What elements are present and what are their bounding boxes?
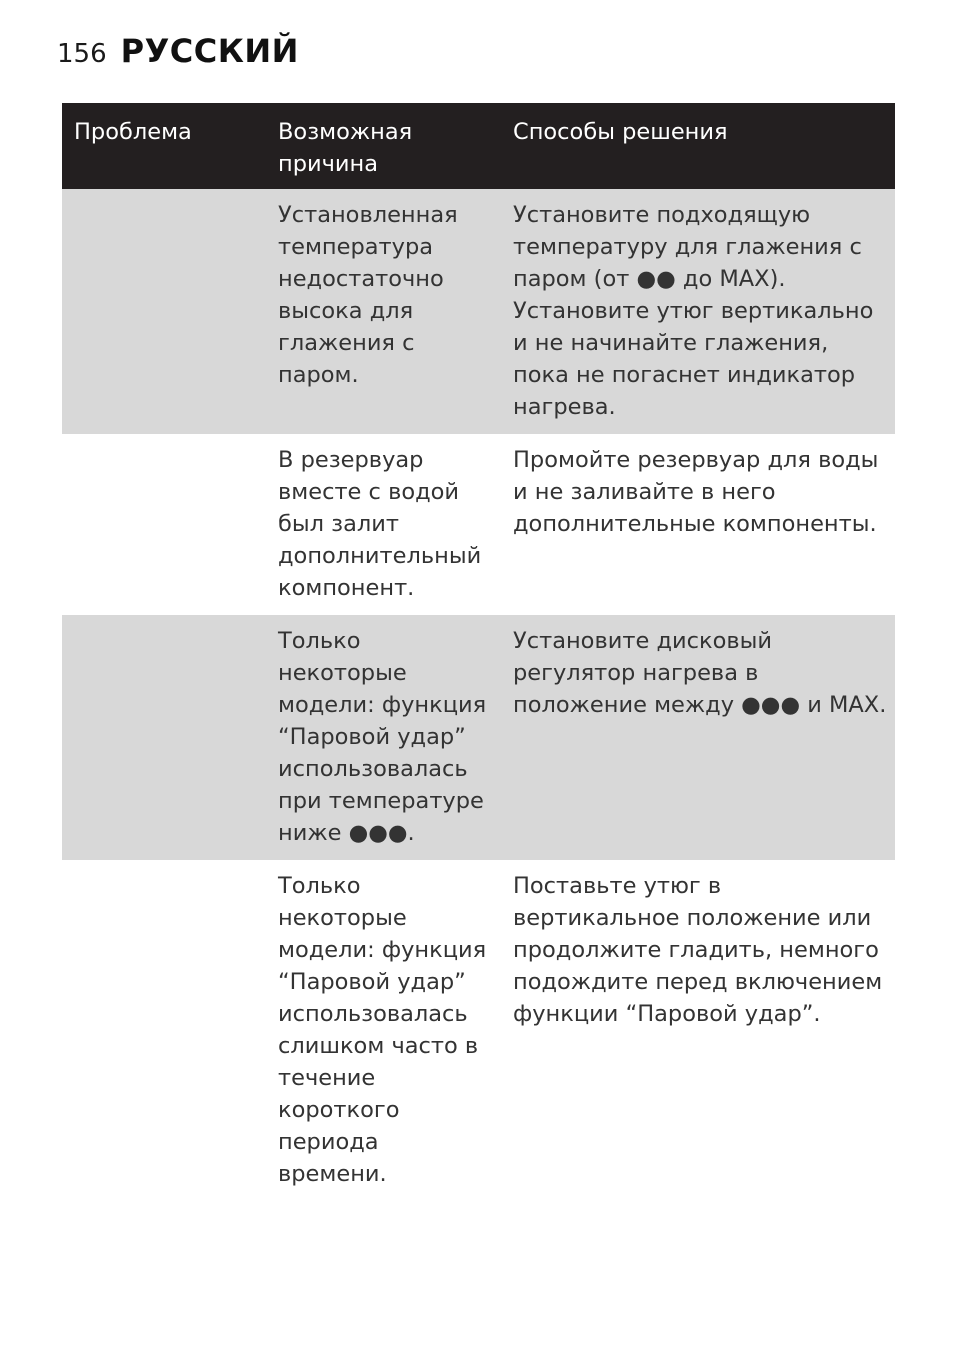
table-row [62,434,895,615]
section-title: РУССКИЙ [120,32,299,70]
solution-cell: Установите подходящую температуру для глажения с паром (от ●● до MAX). Установите утюг вертикально и не начинайте глажения, пока не погаснет индикатор нагрева. [501,189,895,434]
solution-cell: Поставьте утюг в вертикальное положение или продолжите гладить, немного подождите перед включением функции “Паровой удар”. [501,860,895,1201]
page-number: 156 [57,39,107,69]
table-row [62,189,895,434]
table-header-row [62,103,895,189]
problem-cell [62,434,266,615]
column-header-solution: Способы решения [501,103,895,189]
troubleshooting-table [62,103,895,1201]
problem-cell [62,189,266,434]
page-header [57,32,299,70]
table-row [62,615,895,860]
solution-cell: Установите дисковый регулятор нагрева в положение между ●●● и MAX. [501,615,895,860]
cause-cell: Установленная температура недостаточно высока для глажения с паром. [266,189,501,434]
cause-cell: В резервуар вместе с водой был залит дополнительный компонент. [266,434,501,615]
cause-cell: Только некоторые модели: функция “Паровой удар” использовалась при температуре ниже ●●●. [266,615,501,860]
problem-cell [62,615,266,860]
problem-cell [62,860,266,1201]
cause-cell: Только некоторые модели: функция “Паровой удар” использовалась слишком часто в течение короткого периода времени. [266,860,501,1201]
column-header-cause: Возможная причина [266,103,501,189]
solution-cell: Промойте резервуар для воды и не заливайте в него дополнительные компоненты. [501,434,895,615]
table-row [62,860,895,1201]
column-header-problem: Проблема [62,103,266,189]
